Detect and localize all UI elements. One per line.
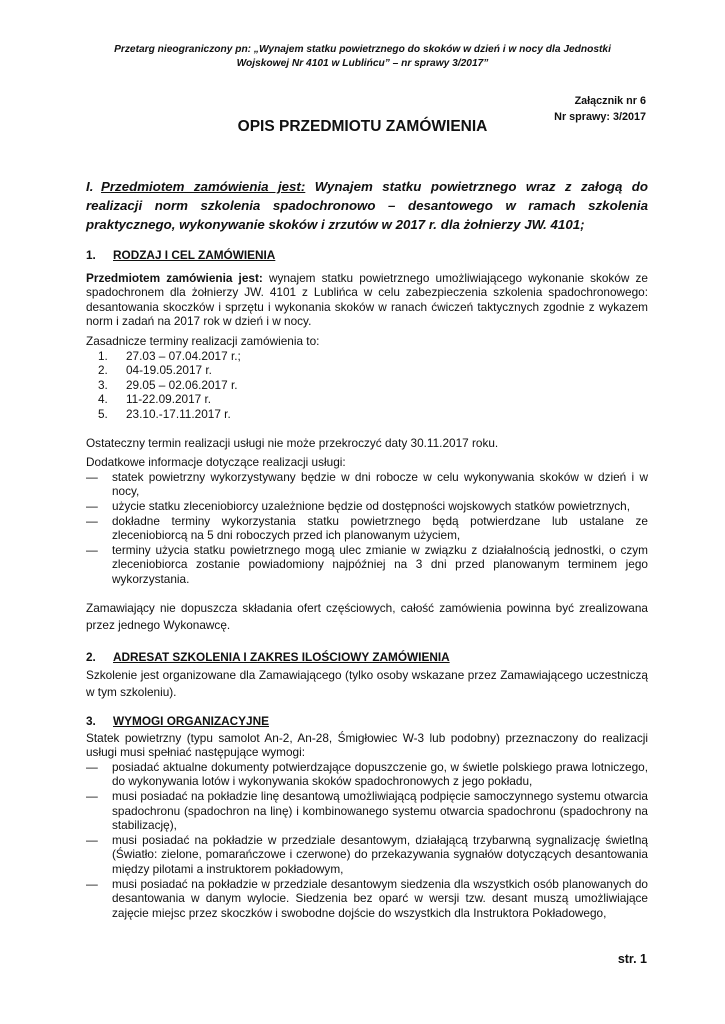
list-item	[86, 789, 648, 833]
list-number: 3.	[98, 377, 108, 392]
list-item	[86, 499, 648, 514]
header-line-1: Przetarg nieograniczony pn: „Wynajem statku powietrznego do skoków w dzień i w nocy dla Jednostki	[114, 44, 611, 55]
section-1-intro	[86, 271, 648, 329]
page-number: str. 1	[617, 952, 647, 966]
list-text: musi posiadać na pokładzie linę desantową umożliwiającą podpięcie samoczynnego systemu otwarcia spadochronu (spadochron na linę) i kombinowanego systemu otwarcia spadochronu (spadochrony na stabilizację),	[112, 789, 648, 833]
section-1-number: 1.	[86, 248, 96, 262]
list-item	[86, 833, 648, 877]
section-i-number: I.	[86, 179, 94, 194]
list-item	[86, 877, 648, 921]
requirements-list	[86, 760, 648, 921]
document-title: OPIS PRZEDMIOTU ZAMÓWIENIA	[237, 118, 488, 135]
list-number: 4.	[98, 392, 108, 407]
list-item	[86, 392, 648, 407]
dash-bullet: —	[86, 542, 98, 557]
dash-bullet: —	[86, 469, 98, 484]
list-item	[86, 760, 648, 789]
list-item	[86, 407, 648, 422]
list-number: 2.	[98, 363, 108, 378]
final-term: Ostateczny termin realizacji usługi nie może przekroczyć daty 30.11.2017 roku.	[86, 435, 499, 450]
list-text: 27.03 – 07.04.2017 r.;	[126, 348, 241, 363]
dash-bullet: —	[86, 759, 98, 774]
attachment-number: Załącznik nr 6	[574, 95, 646, 107]
section-i	[86, 177, 648, 234]
list-item	[86, 543, 648, 587]
list-text: 04-19.05.2017 r.	[126, 363, 212, 378]
list-item	[86, 470, 648, 499]
dash-bullet: —	[86, 498, 98, 513]
section-2-title: ADRESAT SZKOLENIA I ZAKRES ILOŚCIOWY ZAMÓWIENIA	[113, 650, 450, 665]
section-1-intro-label: Przedmiotem zamówienia jest:	[86, 270, 263, 285]
list-number: 1.	[98, 348, 108, 363]
terms-intro: Zasadnicze terminy realizacji zamówienia to:	[86, 333, 320, 348]
list-text: musi posiadać na pokładzie w przedziale desantowym siedzenia dla wszystkich osób planowanych do desantowania w danym wylocie. Siedzenia bez oparć w wersji tzw. desant muszą umożliwiające zajęcie miejsc przez skoczków i swobodne dojście do wszystkich dla Instruktora Pokładowego,	[112, 876, 648, 920]
extra-info-intro: Dodatkowe informacje dotyczące realizacji usługi:	[86, 455, 346, 470]
list-item	[86, 378, 648, 393]
section-2-text: Szkolenie jest organizowane dla Zamawiającego (tylko osoby wskazane przez Zamawiającego uczestniczą w tym szkoleniu).	[86, 668, 648, 700]
section-1-intro-text: wynajem statku powietrznego umożliwiającego wykonanie skoków ze spadochronem dla żołnierzy JW. 4101 z Lublińca w celu zabezpieczenia szkolenia spadochronowego: desantowania skoczków i sprzętu i wykonania skoków w ranach ćwiczeń taktycznych zgodnie z wykazem norm i zadań na 2017 rok w dzień i w nocy.	[86, 270, 648, 329]
dash-bullet: —	[86, 513, 98, 528]
dash-bullet: —	[86, 832, 98, 847]
tender-header	[80, 43, 645, 71]
case-number: Nr sprawy: 3/2017	[554, 111, 646, 123]
list-text: 29.05 – 02.06.2017 r.	[126, 377, 238, 392]
section-3-heading	[86, 714, 648, 729]
list-text: musi posiadać na pokładzie w przedziale desantowym, działającą trzybarwną sygnalizację świetlną (Światło: zielone, pomarańczowe i czerwone) do przekazywania sygnałów dotyczących desantowania między pilotami a instruktorem pokładowym,	[112, 832, 648, 876]
list-text: 11-22.09.2017 r.	[126, 392, 212, 407]
section-2-heading	[86, 650, 648, 665]
section-1-closing: Zamawiający nie dopuszcza składania ofert częściowych, całość zamówienia powinna być zrealizowana przez jednego Wykonawcę.	[86, 601, 648, 633]
list-text: posiadać aktualne dokumenty potwierdzające dopuszczenie go, w świetle polskiego prawa lotniczego, do wykonywania lotów i wykonywania skoków spadochronowych z jego pokładu,	[112, 759, 648, 789]
section-1-heading	[86, 248, 648, 263]
header-line-2: Wojskowej Nr 4101 w Lublińcu” – nr sprawy 3/2017”	[236, 58, 489, 69]
section-i-text: Wynajem statku powietrznego wraz z załogą do realizacji norm szkolenia spadochronowo – desantowego w ramach szkolenia praktycznego, wykonywanie skoków i zrzutów w 2017 r. dla żołnierzy JW. 4101;	[86, 179, 648, 232]
section-3-title: WYMOGI ORGANIZACYJNE	[113, 714, 269, 729]
list-text: statek powietrzny wykorzystywany będzie w dni robocze w celu wykonywania skoków w dzień i w nocy,	[112, 469, 648, 499]
section-3-number: 3.	[86, 714, 96, 729]
list-item	[86, 349, 648, 364]
section-i-label: Przedmiotem zamówienia jest:	[101, 179, 306, 194]
dash-bullet: —	[86, 789, 98, 804]
list-text: 23.10.-17.11.2017 r.	[126, 406, 231, 421]
list-item	[86, 363, 648, 378]
section-2-number: 2.	[86, 650, 96, 665]
section-1-title: RODZAJ I CEL ZAMÓWIENIA	[113, 248, 276, 262]
document-body	[86, 248, 648, 920]
terms-list	[86, 349, 648, 422]
list-item	[86, 514, 648, 543]
list-number: 5.	[98, 406, 108, 421]
dash-bullet: —	[86, 876, 98, 891]
list-text: dokładne terminy wykorzystania statku powietrznego będą potwierdzane lub ustalane ze zleceniobiorcą na 5 dni roboczych przed ich planowanym użyciem,	[112, 513, 648, 543]
list-text: użycie statku zleceniobiorcy uzależnione będzie od dostępności wojskowych statków powietrznych,	[112, 498, 631, 513]
list-text: terminy użycia statku powietrznego mogą ulec zmianie w związku z działalnością jednostki, o czym zleceniobiorca zostanie powiadomiony najpóźniej na 3 dni przed planowanym terminem jego wykorzystania.	[112, 542, 648, 586]
extra-info-list	[86, 470, 648, 587]
section-3-intro: Statek powietrzny (typu samolot An-2, An-28, Śmigłowiec W-3 lub podobny) przeznaczony do realizacji usługi musi spełniać następujące wymogi:	[86, 730, 648, 760]
